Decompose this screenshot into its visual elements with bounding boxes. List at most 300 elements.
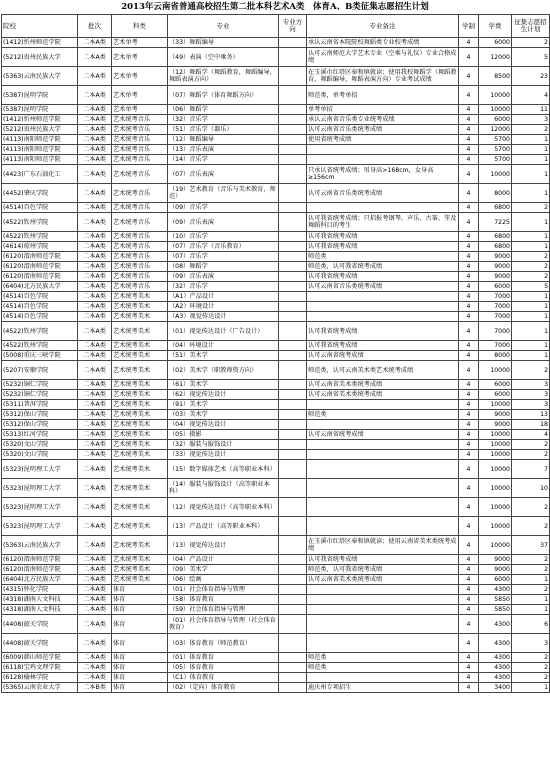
table-row bbox=[2, 232, 550, 242]
cell-category: 体育 bbox=[112, 605, 168, 615]
cell-category: 艺术统考音乐 bbox=[112, 155, 168, 165]
cell-major: （09）音乐学 bbox=[168, 203, 279, 213]
cell-remarks bbox=[307, 634, 459, 653]
cell-major: （09）美术学 bbox=[168, 565, 279, 575]
cell-batch: 二本A类 bbox=[78, 67, 112, 86]
cell-direction bbox=[279, 125, 307, 135]
table-row bbox=[2, 400, 550, 410]
cell-category: 艺术统考美术 bbox=[112, 450, 168, 460]
cell-school: (5320)文山学院 bbox=[2, 440, 78, 450]
header-school: 院校 bbox=[2, 15, 78, 38]
cell-category: 艺术统考音乐 bbox=[112, 125, 168, 135]
cell-category: 艺术单考 bbox=[112, 86, 168, 105]
table-row bbox=[2, 115, 550, 125]
cell-major: （32）音乐学 bbox=[168, 115, 279, 125]
cell-quota: 2 bbox=[512, 125, 550, 135]
cell-category: 体育 bbox=[112, 653, 168, 663]
cell-direction bbox=[279, 390, 307, 400]
cell-direction bbox=[279, 450, 307, 460]
table-row bbox=[2, 242, 550, 252]
cell-years: 4 bbox=[459, 282, 479, 292]
cell-tuition: 9000 bbox=[479, 410, 512, 420]
cell-batch: 二本A类 bbox=[78, 341, 112, 351]
cell-direction bbox=[279, 135, 307, 145]
cell-direction bbox=[279, 634, 307, 653]
cell-quota: 7 bbox=[512, 460, 550, 479]
cell-school: (5323)昆明理工大学 bbox=[2, 460, 78, 479]
cell-quota: 23 bbox=[512, 67, 550, 86]
cell-tuition: 7225 bbox=[479, 213, 512, 232]
cell-quota: 3 bbox=[512, 390, 550, 400]
cell-years: 4 bbox=[459, 673, 479, 683]
cell-tuition: 8000 bbox=[479, 184, 512, 203]
cell-quota: 3 bbox=[512, 400, 550, 410]
cell-batch: 二本A类 bbox=[78, 565, 112, 575]
cell-quota: 2 bbox=[512, 653, 550, 663]
table-row bbox=[2, 67, 550, 86]
cell-major: （04）视觉传达设计 bbox=[168, 420, 279, 430]
cell-years: 4 bbox=[459, 653, 479, 663]
cell-remarks: 认可我省统考成绩 bbox=[307, 555, 459, 565]
cell-remarks bbox=[307, 440, 459, 450]
cell-school: (4522)钦州学院 bbox=[2, 232, 78, 242]
table-row bbox=[2, 450, 550, 460]
cell-years: 4 bbox=[459, 38, 479, 48]
cell-direction bbox=[279, 145, 307, 155]
cell-category: 艺术统考美术 bbox=[112, 312, 168, 322]
cell-direction bbox=[279, 585, 307, 595]
cell-years: 4 bbox=[459, 115, 479, 125]
cell-direction bbox=[279, 595, 307, 605]
cell-category: 艺术单考 bbox=[112, 105, 168, 115]
cell-school: (5363)云南民族大学 bbox=[2, 536, 78, 555]
table-row bbox=[2, 479, 550, 498]
cell-tuition: 7000 bbox=[479, 292, 512, 302]
cell-quota: 2 bbox=[512, 565, 550, 575]
cell-remarks: 在玉溪市红塔区奉和镇就读；使用我校舞蹈学（舞蹈教育，舞蹈编导，舞蹈表演方向）专业考试成绩 bbox=[307, 67, 459, 86]
cell-direction bbox=[279, 292, 307, 302]
cell-remarks: 认可云南省美术类统考成绩 bbox=[307, 575, 459, 585]
cell-years: 4 bbox=[459, 302, 479, 312]
cell-batch: 二本A类 bbox=[78, 213, 112, 232]
cell-batch: 二本A类 bbox=[78, 430, 112, 440]
table-row bbox=[2, 262, 550, 272]
cell-batch: 二本A类 bbox=[78, 605, 112, 615]
cell-quota: 10 bbox=[512, 479, 550, 498]
table-row bbox=[2, 663, 550, 673]
cell-batch: 二本A类 bbox=[78, 252, 112, 262]
cell-batch: 二本A类 bbox=[78, 595, 112, 605]
cell-quota: 2 bbox=[512, 440, 550, 450]
cell-batch: 二本A类 bbox=[78, 272, 112, 282]
cell-quota: 37 bbox=[512, 536, 550, 555]
cell-major: （32）服装与服饰设计 bbox=[168, 440, 279, 450]
cell-school: (4522)钦州学院 bbox=[2, 322, 78, 341]
header-quota: 征集志愿招生计划 bbox=[512, 15, 550, 38]
cell-direction bbox=[279, 420, 307, 430]
cell-category: 艺术统考美术 bbox=[112, 390, 168, 400]
table-row bbox=[2, 673, 550, 683]
cell-category: 体育 bbox=[112, 615, 168, 634]
cell-quota: 2 bbox=[512, 262, 550, 272]
cell-direction bbox=[279, 430, 307, 440]
cell-major: （61）美术学 bbox=[168, 380, 279, 390]
cell-direction bbox=[279, 155, 307, 165]
cell-batch: 二本A类 bbox=[78, 653, 112, 663]
cell-tuition: 3400 bbox=[479, 683, 512, 693]
cell-remarks bbox=[307, 145, 459, 155]
cell-remarks: 承认云南省音乐类专业统考成绩 bbox=[307, 115, 459, 125]
cell-school: (4423)广东石油化工 bbox=[2, 165, 78, 184]
cell-remarks bbox=[307, 605, 459, 615]
cell-category: 艺术统考美术 bbox=[112, 575, 168, 585]
cell-quota: 3 bbox=[512, 634, 550, 653]
cell-category: 艺术统考音乐 bbox=[112, 232, 168, 242]
table-row bbox=[2, 517, 550, 536]
cell-batch: 二本A类 bbox=[78, 420, 112, 430]
table-row bbox=[2, 213, 550, 232]
cell-quota: 1 bbox=[512, 184, 550, 203]
cell-direction bbox=[279, 400, 307, 410]
cell-remarks: 认可云南省美术类统考成绩 bbox=[307, 390, 459, 400]
cell-quota: 1 bbox=[512, 595, 550, 605]
table-row bbox=[2, 653, 550, 663]
cell-school: (4113)南阳师范学院 bbox=[2, 135, 78, 145]
cell-quota: 1 bbox=[512, 351, 550, 361]
cell-tuition: 6800 bbox=[479, 232, 512, 242]
cell-major: （A3）视觉传达设计 bbox=[168, 312, 279, 322]
cell-tuition: 10000 bbox=[479, 536, 512, 555]
cell-years: 4 bbox=[459, 380, 479, 390]
cell-tuition: 6000 bbox=[479, 380, 512, 390]
cell-years: 4 bbox=[459, 135, 479, 145]
cell-remarks bbox=[307, 673, 459, 683]
cell-remarks: 承认云南省本院院校舞蹈类专业校考成绩 bbox=[307, 38, 459, 48]
cell-school: (1412)忻州师范学院 bbox=[2, 38, 78, 48]
cell-school: (4113)南阳师范学院 bbox=[2, 155, 78, 165]
cell-quota: 18 bbox=[512, 420, 550, 430]
cell-remarks bbox=[307, 400, 459, 410]
cell-remarks: 认可云南省美术类统考成绩 bbox=[307, 380, 459, 390]
cell-batch: 二本A类 bbox=[78, 115, 112, 125]
cell-years: 4 bbox=[459, 184, 479, 203]
cell-tuition: 6800 bbox=[479, 203, 512, 213]
cell-remarks: 认可我省统考成绩；只招报考钢琴、声乐、古筝、笙及舞蹈科目的考生 bbox=[307, 213, 459, 232]
enrollment-table bbox=[1, 14, 550, 693]
cell-remarks: 师范类 bbox=[307, 653, 459, 663]
table-row bbox=[2, 575, 550, 585]
cell-tuition: 8500 bbox=[479, 67, 512, 86]
cell-quota: 2 bbox=[512, 450, 550, 460]
cell-school: (5363)云南民族大学 bbox=[2, 67, 78, 86]
cell-major: （14）音乐学 bbox=[168, 155, 279, 165]
cell-direction bbox=[279, 203, 307, 213]
header-years: 学制 bbox=[459, 15, 479, 38]
table-row bbox=[2, 203, 550, 213]
cell-batch: 二本A类 bbox=[78, 615, 112, 634]
table-row bbox=[2, 683, 550, 693]
cell-school: (6404)北方民族大学 bbox=[2, 282, 78, 292]
table-row bbox=[2, 252, 550, 262]
cell-major: （07）音乐学（音乐教育） bbox=[168, 242, 279, 252]
table-row bbox=[2, 498, 550, 517]
cell-tuition: 7000 bbox=[479, 341, 512, 351]
cell-remarks bbox=[307, 498, 459, 517]
cell-quota: 13 bbox=[512, 410, 550, 420]
table-row bbox=[2, 155, 550, 165]
table-row bbox=[2, 145, 550, 155]
cell-category: 艺术统考美术 bbox=[112, 517, 168, 536]
cell-category: 艺术统考音乐 bbox=[112, 184, 168, 203]
cell-batch: 二本A类 bbox=[78, 86, 112, 105]
table-row bbox=[2, 634, 550, 653]
cell-major: （01）社会体育指导与管理（社会体育教育） bbox=[168, 615, 279, 634]
table-row bbox=[2, 135, 550, 145]
cell-tuition: 10000 bbox=[479, 400, 512, 410]
cell-category: 体育 bbox=[112, 634, 168, 653]
cell-batch: 二本A类 bbox=[78, 105, 112, 115]
cell-school: (4522)钦州学院 bbox=[2, 341, 78, 351]
cell-direction bbox=[279, 302, 307, 312]
cell-batch: 二本A类 bbox=[78, 242, 112, 252]
cell-school: (5313)红河学院 bbox=[2, 430, 78, 440]
table-row bbox=[2, 302, 550, 312]
cell-school: (5323)昆明理工大学 bbox=[2, 479, 78, 498]
cell-years: 4 bbox=[459, 605, 479, 615]
table-row bbox=[2, 282, 550, 292]
cell-school: (5387)昆明学院 bbox=[2, 86, 78, 105]
cell-quota: 1 bbox=[512, 165, 550, 184]
cell-tuition: 4300 bbox=[479, 615, 512, 634]
cell-major: （14）服装与服饰设计（高等职业本科） bbox=[168, 479, 279, 498]
cell-tuition: 10000 bbox=[479, 165, 512, 184]
cell-batch: 二本A类 bbox=[78, 450, 112, 460]
cell-direction bbox=[279, 410, 307, 420]
cell-major: （19）艺术教育（音乐与美术教育，师范） bbox=[168, 184, 279, 203]
cell-category: 艺术统考美术 bbox=[112, 341, 168, 351]
cell-years: 4 bbox=[459, 430, 479, 440]
cell-batch: 二本A类 bbox=[78, 312, 112, 322]
cell-tuition: 9000 bbox=[479, 420, 512, 430]
cell-batch: 二本A类 bbox=[78, 460, 112, 479]
cell-quota: 1 bbox=[512, 341, 550, 351]
header-row bbox=[2, 15, 550, 38]
cell-school: (5387)昆明学院 bbox=[2, 105, 78, 115]
cell-category: 体育 bbox=[112, 585, 168, 595]
cell-tuition: 4300 bbox=[479, 663, 512, 673]
document-title: 2013年云南省普通高校招生第二批本科艺术A类 体育A、B类征集志愿招生计划 bbox=[121, 2, 429, 12]
cell-major: （07）音乐表演 bbox=[168, 165, 279, 184]
header-direction: 专业方向 bbox=[279, 15, 307, 38]
table-row bbox=[2, 595, 550, 605]
cell-school: (4452)肇庆学院 bbox=[2, 184, 78, 203]
cell-remarks bbox=[307, 450, 459, 460]
cell-remarks: 师范类，认可云南美术类艺术统考成绩 bbox=[307, 361, 459, 380]
cell-direction bbox=[279, 67, 307, 86]
cell-direction bbox=[279, 575, 307, 585]
cell-years: 4 bbox=[459, 105, 479, 115]
cell-major: （62）视觉传达设计 bbox=[168, 390, 279, 400]
cell-quota: 2 bbox=[512, 38, 550, 48]
table-row bbox=[2, 341, 550, 351]
cell-quota: 3 bbox=[512, 380, 550, 390]
cell-school: (5312)保山学院 bbox=[2, 420, 78, 430]
table-row bbox=[2, 38, 550, 48]
cell-category: 艺术统考美术 bbox=[112, 351, 168, 361]
cell-batch: 二本A类 bbox=[78, 498, 112, 517]
cell-batch: 二本A类 bbox=[78, 479, 112, 498]
table-row bbox=[2, 351, 550, 361]
cell-category: 艺术统考音乐 bbox=[112, 252, 168, 262]
cell-years: 4 bbox=[459, 575, 479, 585]
cell-major: （33）舞蹈编导 bbox=[168, 38, 279, 48]
cell-remarks: 师范类，认可我省统考成绩 bbox=[307, 565, 459, 575]
table-row bbox=[2, 272, 550, 282]
cell-school: (4614)琼州学院 bbox=[2, 242, 78, 252]
cell-years: 4 bbox=[459, 420, 479, 430]
cell-years: 4 bbox=[459, 341, 479, 351]
cell-tuition: 9000 bbox=[479, 555, 512, 565]
cell-remarks: 认可云南省统考成绩 bbox=[307, 351, 459, 361]
cell-school: (4522)钦州学院 bbox=[2, 213, 78, 232]
cell-batch: 二本A类 bbox=[78, 663, 112, 673]
cell-tuition: 12000 bbox=[479, 125, 512, 135]
cell-remarks bbox=[307, 312, 459, 322]
cell-direction bbox=[279, 361, 307, 380]
cell-category: 艺术统考美术 bbox=[112, 420, 168, 430]
cell-quota: 6 bbox=[512, 615, 550, 634]
cell-category: 艺术统考美术 bbox=[112, 410, 168, 420]
cell-major: （01）体育教育 bbox=[168, 653, 279, 663]
cell-category: 艺术统考音乐 bbox=[112, 165, 168, 184]
table-row bbox=[2, 585, 550, 595]
cell-remarks: 认可云南省音乐类统考成绩 bbox=[307, 282, 459, 292]
cell-direction bbox=[279, 683, 307, 693]
table-row bbox=[2, 565, 550, 575]
cell-tuition: 12000 bbox=[479, 48, 512, 67]
cell-years: 4 bbox=[459, 292, 479, 302]
table-row bbox=[2, 555, 550, 565]
cell-direction bbox=[279, 232, 307, 242]
cell-category: 艺术统考美术 bbox=[112, 565, 168, 575]
cell-major: （09）音乐表演 bbox=[168, 213, 279, 232]
cell-quota: 2 bbox=[512, 673, 550, 683]
cell-quota: 2 bbox=[512, 517, 550, 536]
cell-remarks bbox=[307, 302, 459, 312]
cell-direction bbox=[279, 615, 307, 634]
table-row bbox=[2, 430, 550, 440]
cell-remarks: 师范类 bbox=[307, 410, 459, 420]
cell-school: (4514)百色学院 bbox=[2, 312, 78, 322]
cell-tuition: 9000 bbox=[479, 272, 512, 282]
cell-category: 艺术统考美术 bbox=[112, 440, 168, 450]
cell-tuition: 4300 bbox=[479, 585, 512, 595]
cell-years: 4 bbox=[459, 155, 479, 165]
cell-quota: 11 bbox=[512, 105, 550, 115]
cell-tuition: 5700 bbox=[479, 145, 512, 155]
cell-direction bbox=[279, 341, 307, 351]
cell-years: 4 bbox=[459, 272, 479, 282]
cell-remarks: 认可我省统考成绩 bbox=[307, 232, 459, 242]
cell-tuition: 7000 bbox=[479, 302, 512, 312]
cell-tuition: 10000 bbox=[479, 86, 512, 105]
table-row bbox=[2, 48, 550, 67]
cell-tuition: 5850 bbox=[479, 605, 512, 615]
cell-tuition: 6000 bbox=[479, 38, 512, 48]
cell-batch: 二本A类 bbox=[78, 400, 112, 410]
cell-remarks: 师范类 bbox=[307, 252, 459, 262]
cell-school: (6009)韩山师范学院 bbox=[2, 653, 78, 663]
cell-major: （04）产品设计 bbox=[168, 555, 279, 565]
cell-tuition: 6000 bbox=[479, 282, 512, 292]
cell-remarks bbox=[307, 479, 459, 498]
cell-years: 4 bbox=[459, 67, 479, 86]
cell-school: (4113)南阳师范学院 bbox=[2, 145, 78, 155]
cell-tuition: 4300 bbox=[479, 673, 512, 683]
cell-quota: 2 bbox=[512, 252, 550, 262]
cell-direction bbox=[279, 282, 307, 292]
cell-quota: 1 bbox=[512, 575, 550, 585]
table-row bbox=[2, 536, 550, 555]
cell-major: （12）舞蹈学（舞蹈教育，舞蹈编导，舞蹈表演方向） bbox=[168, 67, 279, 86]
cell-direction bbox=[279, 555, 307, 565]
cell-direction bbox=[279, 605, 307, 615]
cell-batch: 二本A类 bbox=[78, 48, 112, 67]
table-row bbox=[2, 322, 550, 341]
cell-direction bbox=[279, 48, 307, 67]
cell-tuition: 10000 bbox=[479, 450, 512, 460]
cell-quota: 2 bbox=[512, 498, 550, 517]
cell-direction bbox=[279, 105, 307, 115]
cell-direction bbox=[279, 440, 307, 450]
cell-quota: 3 bbox=[512, 115, 550, 125]
cell-major: （05）体育教育 bbox=[168, 663, 279, 673]
cell-tuition: 10000 bbox=[479, 430, 512, 440]
cell-quota: 1 bbox=[512, 213, 550, 232]
cell-quota: 2 bbox=[512, 555, 550, 565]
cell-major: （08）舞蹈学 bbox=[168, 262, 279, 272]
cell-tuition: 9000 bbox=[479, 252, 512, 262]
cell-school: (1412)忻州师范学院 bbox=[2, 115, 78, 125]
table-row bbox=[2, 184, 550, 203]
table-row bbox=[2, 605, 550, 615]
cell-batch: 二本B类 bbox=[78, 683, 112, 693]
cell-batch: 二本A类 bbox=[78, 232, 112, 242]
cell-category: 艺术统考音乐 bbox=[112, 115, 168, 125]
table-row bbox=[2, 125, 550, 135]
table-row bbox=[2, 86, 550, 105]
cell-years: 4 bbox=[459, 48, 479, 67]
cell-school: (6404)北方民族大学 bbox=[2, 575, 78, 585]
cell-category: 体育 bbox=[112, 683, 168, 693]
cell-years: 4 bbox=[459, 232, 479, 242]
cell-quota: 2 bbox=[512, 663, 550, 673]
table-row bbox=[2, 440, 550, 450]
cell-major: （07）音乐学 bbox=[168, 252, 279, 262]
cell-batch: 二本A类 bbox=[78, 440, 112, 450]
cell-school: (5212)贵州民族大学 bbox=[2, 48, 78, 67]
cell-direction bbox=[279, 479, 307, 498]
cell-remarks bbox=[307, 517, 459, 536]
cell-quota: 1 bbox=[512, 135, 550, 145]
cell-school: (4408)韶关学院 bbox=[2, 615, 78, 634]
cell-quota: 1 bbox=[512, 155, 550, 165]
cell-major: （13）产品设计（高等职业本科） bbox=[168, 517, 279, 536]
cell-remarks: 师范类，认可我省统考成绩 bbox=[307, 262, 459, 272]
cell-batch: 二本A类 bbox=[78, 38, 112, 48]
cell-category: 艺术单考 bbox=[112, 67, 168, 86]
cell-school: (4318)湖南人文科技 bbox=[2, 605, 78, 615]
